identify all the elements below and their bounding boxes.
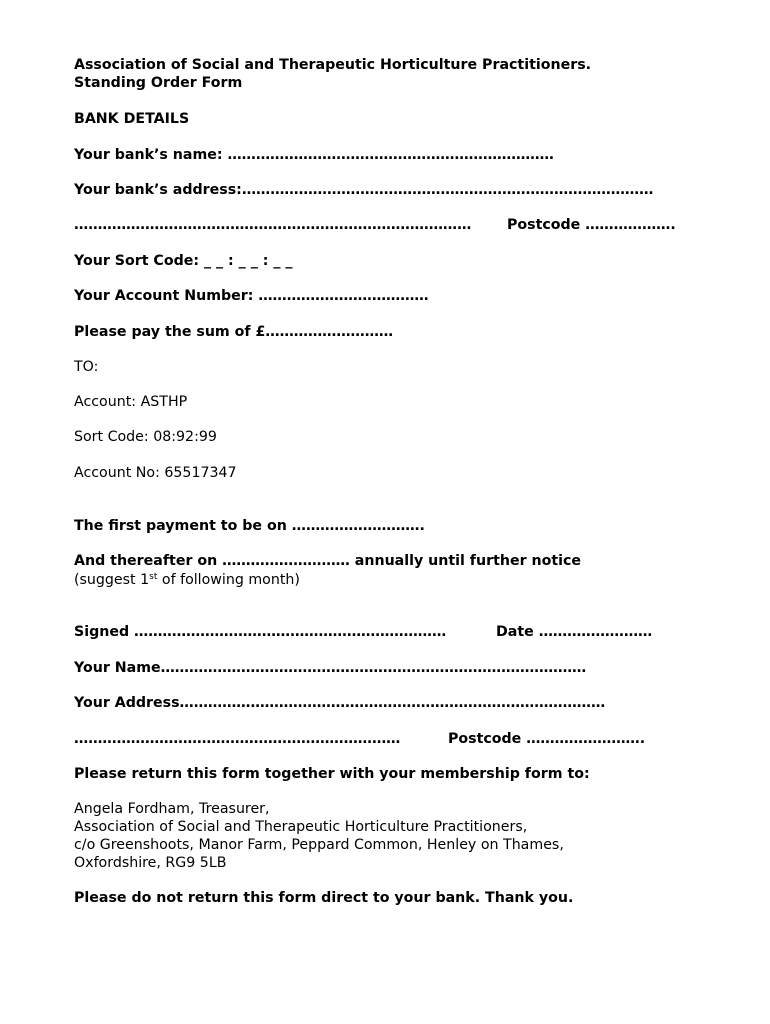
your-postcode-field: Postcode ……………………. [448, 731, 646, 747]
signed-field: Signed ………………………………………………………… [74, 624, 447, 640]
payee-account-number: Account No: 65517347 [74, 465, 237, 481]
return-instruction: Please return this form together with your membership form to: [74, 766, 590, 782]
payee-sort-code: Sort Code: 08:92:99 [74, 429, 217, 445]
bank-address-continued: ………………………………………………………………………… [74, 217, 472, 233]
return-address-line: Association of Social and Therapeutic Horticulture Practitioners, [74, 819, 528, 835]
sort-code-field: Your Sort Code: _ _ : _ _ : _ _ [74, 253, 293, 269]
form-title: Standing Order Form [74, 75, 243, 91]
your-name-field: Your Name……………………………………………………………………………… [74, 660, 587, 676]
suggestion-note: (suggest 1st of following month) [74, 572, 300, 588]
return-address-line: c/o Greenshoots, Manor Farm, Peppard Common, Henley on Thames, [74, 837, 564, 853]
pay-sum-field: Please pay the sum of £……………………… [74, 324, 394, 340]
your-address-field: Your Address……………………………………………………………………………… [74, 695, 606, 711]
bank-details-heading: BANK DETAILS [74, 111, 190, 127]
thereafter-field: And thereafter on ……………………… annually until further notice [74, 553, 582, 569]
return-address-line: Angela Fordham, Treasurer, [74, 801, 270, 817]
org-name: Association of Social and Therapeutic Horticulture Practitioners. [74, 57, 592, 73]
return-warning: Please do not return this form direct to your bank. Thank you. [74, 890, 574, 906]
first-payment-field: The first payment to be on ………………………. [74, 518, 425, 534]
payee-to-label: TO: [74, 359, 99, 375]
bank-address-field: Your bank’s address:…………………………………………………………………………… [74, 182, 654, 198]
your-address-continued: …………………………………………………………… [74, 731, 401, 747]
account-number-field: Your Account Number: ……………………………… [74, 288, 429, 304]
return-address-line: Oxfordshire, RG9 5LB [74, 855, 227, 871]
bank-name-field: Your bank’s name: …………………………………………………………… [74, 147, 554, 163]
bank-postcode-field: Postcode ………………. [507, 217, 676, 233]
date-field: Date …………………… [496, 624, 653, 640]
payee-account: Account: ASTHP [74, 394, 188, 410]
